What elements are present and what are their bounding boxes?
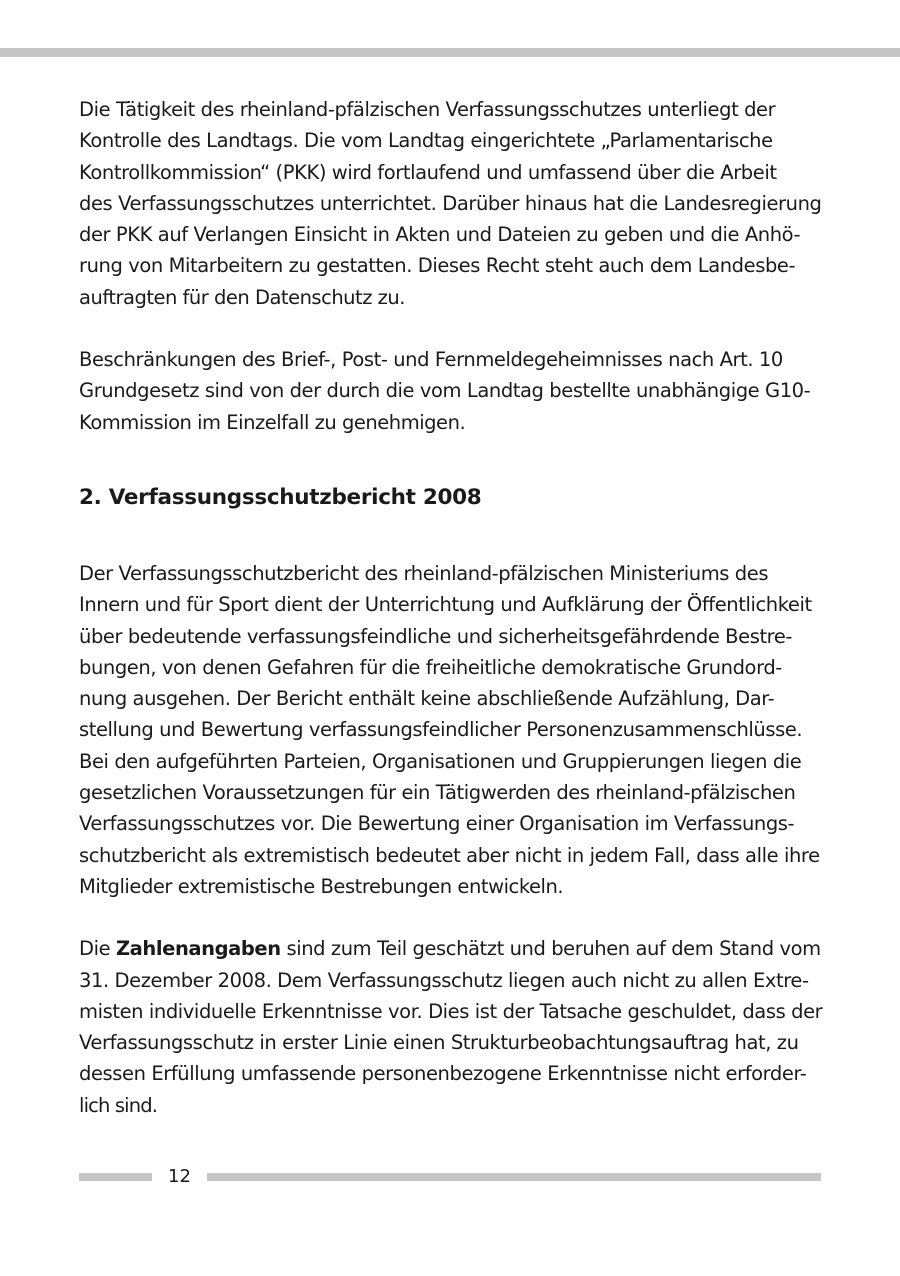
text-segment: Die	[79, 937, 116, 961]
text-line: auftragten für den Datenschutz zu.	[79, 285, 405, 309]
footer-right-bar	[207, 1173, 821, 1181]
text-line: der PKK auf Verlangen Einsicht in Akten und Dateien zu geben und die Anhö-	[79, 223, 801, 247]
top-divider-bar	[0, 48, 900, 57]
text-line	[79, 933, 829, 964]
text-line: schutzbericht als extremistisch bedeutet aber nicht in jedem Fall, dass alle ihre	[79, 843, 820, 867]
text-line: Verfassungsschutzes vor. Die Bewertung einer Organisation im Verfassungs-	[79, 812, 795, 836]
text-line: gesetzlichen Voraussetzungen für ein Tätigwerden des rheinland-pfälzischen	[79, 781, 796, 805]
page-body	[79, 94, 829, 1121]
text-line: Innern und für Sport dient der Unterrichtung und Aufklärung der Öffentlichkeit	[79, 593, 812, 617]
text-line: misten individuelle Erkenntnisse vor. Dies ist der Tatsache geschuldet, dass der	[79, 999, 823, 1023]
text-line: Kontrollkommission“ (PKK) wird fortlaufend und umfassend über die Arbeit	[79, 160, 777, 184]
text-line: stellung und Bewertung verfassungsfeindlicher Personenzusammenschlüsse.	[79, 718, 803, 742]
paragraph-report-purpose	[79, 558, 829, 902]
text-line: Kommission im Einzelfall zu genehmigen.	[79, 410, 466, 434]
text-segment: sind zum Teil geschätzt und beruhen auf dem Stand vom	[280, 937, 821, 961]
text-line: 31. Dezember 2008. Dem Verfassungsschutz liegen auch nicht zu allen Extre-	[79, 968, 809, 992]
text-line: des Verfassungsschutzes unterrichtet. Darüber hinaus hat die Landesregierung	[79, 191, 822, 215]
paragraph-landtag-control	[79, 94, 829, 313]
paragraph-figures-note	[79, 933, 829, 1121]
text-line: lich sind.	[79, 1093, 158, 1117]
text-line: Die Tätigkeit des rheinland-pfälzischen Verfassungsschutzes unterliegt der	[79, 98, 776, 121]
text-line: über bedeutende verfassungsfeindliche und sicherheitsgefährdende Bestre-	[79, 624, 793, 648]
text-line: Beschränkungen des Brief-, Post- und Fernmeldegeheimnisses nach Art. 10	[79, 348, 783, 372]
text-line: Grundgesetz sind von der durch die vom Landtag bestellte unabhängige G10-	[79, 379, 811, 403]
text-line: nung ausgehen. Der Bericht enthält keine abschließende Aufzählung, Dar-	[79, 687, 775, 711]
text-line: Der Verfassungsschutzbericht des rheinland-pfälzischen Ministeriums des	[79, 561, 769, 585]
text-line: bungen, von denen Gefahren für die freiheitliche demokratische Grundord-	[79, 655, 782, 679]
section-heading: 2. Verfassungsschutzbericht 2008	[79, 484, 482, 510]
text-line: Mitglieder extremistische Bestrebungen entwickeln.	[79, 874, 564, 898]
text-line: Verfassungsschutz in erster Linie einen Strukturbeobachtungsauftrag hat, zu	[79, 1031, 799, 1055]
footer-left-bar	[79, 1173, 152, 1181]
page-number: 12	[168, 1166, 191, 1187]
text-line: Bei den aufgeführten Parteien, Organisationen und Gruppierungen liegen die	[79, 749, 802, 773]
text-line: dessen Erfüllung umfassende personenbezogene Erkenntnisse nicht erforder-	[79, 1062, 807, 1086]
text-line: Kontrolle des Landtags. Die vom Landtag eingerichtete „Parlamentarische	[79, 129, 773, 153]
paragraph-g10-commission	[79, 344, 829, 438]
text-line: rung von Mitarbeitern zu gestatten. Dieses Recht steht auch dem Landesbe-	[79, 254, 796, 278]
bold-term-zahlenangaben: Zahlenangaben	[115, 937, 281, 961]
